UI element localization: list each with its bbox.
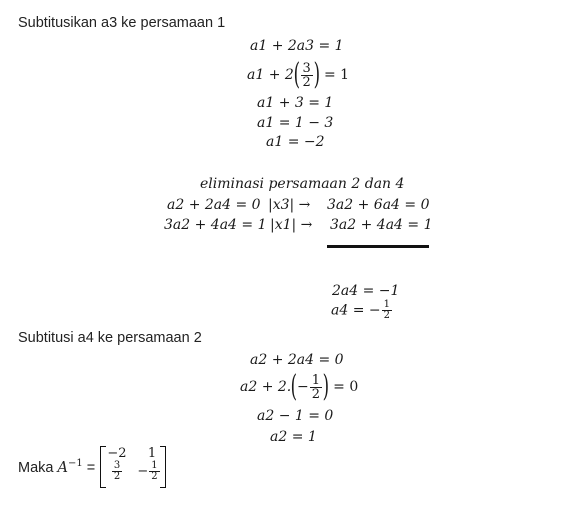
fraction-denominator: 2 <box>302 74 311 90</box>
step1-line2-fraction <box>301 62 313 89</box>
fraction-denominator: 2 <box>311 386 320 402</box>
step2-line2 <box>240 369 359 404</box>
right-paren: ) <box>322 369 330 404</box>
left-paren: ( <box>290 369 298 404</box>
elim-row1-left: a2 + 2a4 = 0 <box>167 197 261 213</box>
matrix-cell-r1c2: 1 <box>147 446 157 461</box>
fraction-numerator: 1 <box>383 299 390 310</box>
elim-row1-op: |x3| → <box>268 197 311 213</box>
left-paren: ( <box>293 57 300 92</box>
matrix-fraction <box>112 461 122 482</box>
step1-line2-suffix: = 1 <box>319 67 350 83</box>
conclusion-label: Maka <box>18 459 58 476</box>
conclusion-line <box>18 458 95 476</box>
elim-result2-prefix: a4 = − <box>331 302 381 319</box>
step2-line2-fraction <box>310 374 322 401</box>
elim-row2-op: |x1| → <box>270 217 313 233</box>
step2-heading: Subtitusi a4 ke persamaan 2 <box>18 330 202 346</box>
elim-result2-fraction <box>382 300 392 321</box>
elim-row2-right: 3a2 + 4a4 = 1 <box>330 217 433 233</box>
step2-line1: a2 + 2a4 = 0 <box>250 352 344 368</box>
fraction-numerator: 3 <box>113 460 121 471</box>
fraction-numerator: 3 <box>302 60 311 76</box>
matrix-left-bracket <box>100 446 106 488</box>
conclusion-equals: = <box>82 459 96 476</box>
matrix-cell-sign: − <box>137 464 149 479</box>
elim-row2-left: 3a2 + 4a4 = 1 <box>164 217 267 233</box>
matrix-fraction <box>149 461 159 482</box>
subtraction-rule <box>327 245 429 248</box>
matrix-cell-r2c2 <box>134 461 164 482</box>
step1-line5: a1 = −2 <box>266 134 325 150</box>
step2-line2-suffix: = 0 <box>328 379 359 395</box>
fraction-denominator: 2 <box>151 471 158 482</box>
fraction-denominator: 2 <box>113 471 121 482</box>
fraction-denominator: 2 <box>383 310 390 321</box>
matrix-cell-r2c1 <box>107 461 127 482</box>
step2-line2-sign: − <box>296 379 309 395</box>
step1-line3: a1 + 3 = 1 <box>257 95 334 111</box>
step1-line2-prefix: a1 + 2 <box>247 67 294 83</box>
step1-line1: a1 + 2a3 = 1 <box>250 38 344 54</box>
elimination-title: eliminasi persamaan 2 dan 4 <box>200 176 405 192</box>
step2-line4: a2 = 1 <box>270 429 317 445</box>
matrix-cell-r1c1: −2 <box>107 446 127 461</box>
step2-line3: a2 − 1 = 0 <box>257 408 334 424</box>
elim-result2 <box>331 300 393 321</box>
step1-heading: Subtitusikan a3 ke persamaan 1 <box>18 15 226 31</box>
matrix-exponent: −1 <box>67 458 83 469</box>
fraction-numerator: 1 <box>151 460 158 471</box>
right-paren: ) <box>313 57 320 92</box>
elim-result1: 2a4 = −1 <box>332 283 400 299</box>
step2-line2-prefix: a2 + 2. <box>240 379 292 395</box>
elim-row1-right: 3a2 + 6a4 = 0 <box>327 197 430 213</box>
step1-line4: a1 = 1 − 3 <box>257 115 334 131</box>
inverse-matrix <box>100 446 166 488</box>
fraction-numerator: 1 <box>311 372 320 388</box>
step1-line2 <box>247 57 350 92</box>
matrix-symbol: A <box>57 459 68 476</box>
